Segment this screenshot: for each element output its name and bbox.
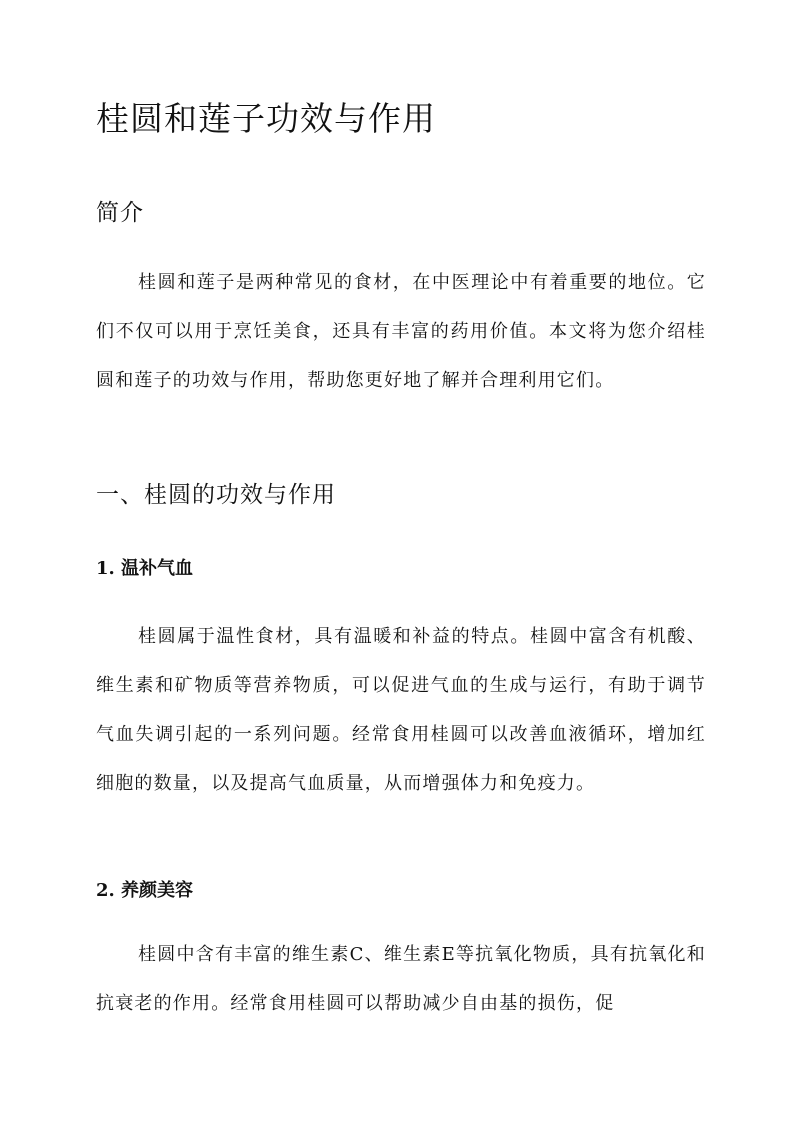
intro-heading: 简介	[96, 200, 144, 226]
item-heading-2: 2. 养颜美容	[96, 880, 194, 901]
section-heading-longan: 一、桂圆的功效与作用	[96, 482, 336, 508]
item-heading-1: 1. 温补气血	[96, 558, 194, 579]
item-paragraph-2: 桂圆中含有丰富的维生素C、维生素E等抗氧化物质，具有抗氧化和抗衰老的作用。经常食用桂圆可以帮助减少自由基的损伤，促	[96, 944, 706, 1014]
item-paragraph-1: 桂圆属于温性食材，具有温暖和补益的特点。桂圆中富含有机酸、维生素和矿物质等营养物质，可以促进气血的生成与运行，有助于调节气血失调引起的一系列问题。经常食用桂圆可以改善血液循环，增加红细胞的数量，以及提高气血质量，从而增强体力和免疫力。	[96, 626, 706, 794]
intro-paragraph: 桂圆和莲子是两种常见的食材，在中医理论中有着重要的地位。它们不仅可以用于烹饪美食，还具有丰富的药用价值。本文将为您介绍桂圆和莲子的功效与作用，帮助您更好地了解并合理利用它们。	[96, 272, 706, 391]
document-title: 桂圆和莲子功效与作用	[96, 99, 436, 138]
